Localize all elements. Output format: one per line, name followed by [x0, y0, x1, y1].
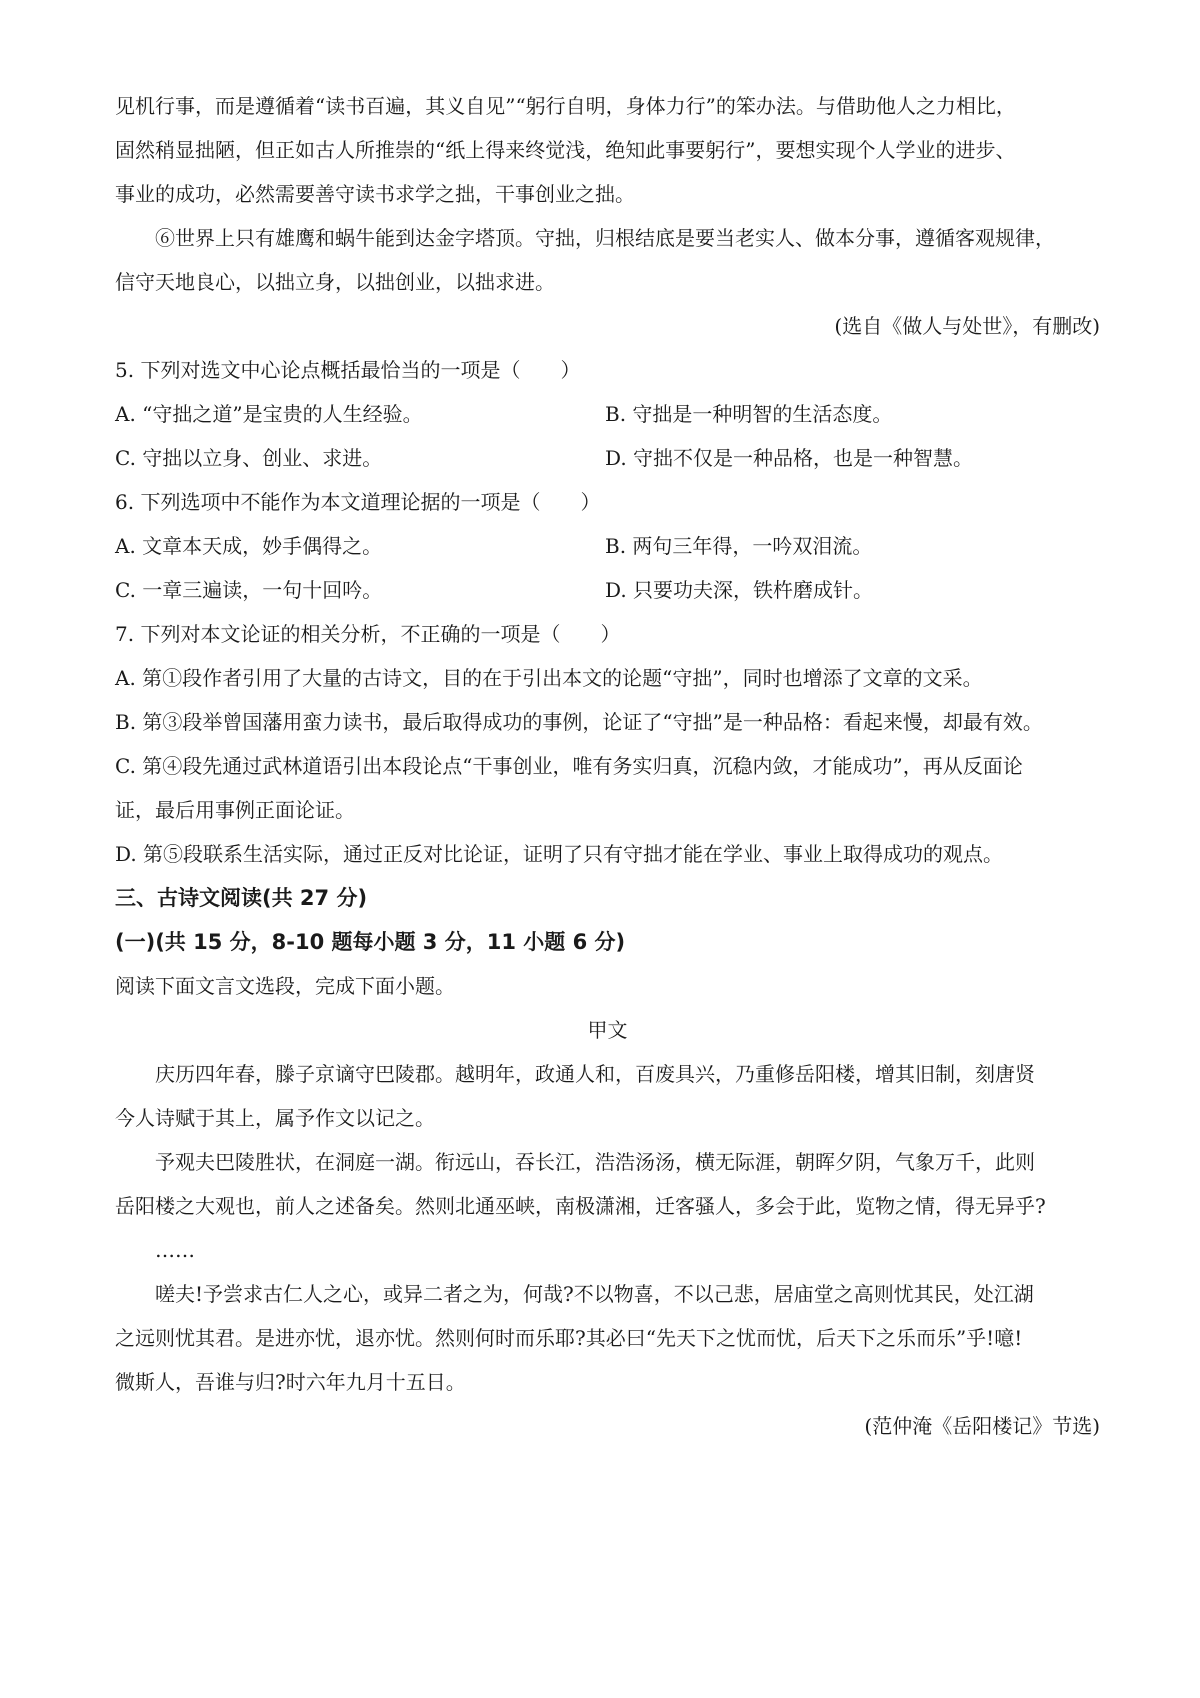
question-7-stem: 7. 下列对本文论证的相关分析，不正确的一项是（ ） [115, 622, 621, 646]
classical-text-line: 予观夫巴陵胜状，在洞庭一湖。衔远山，吞长江，浩浩汤汤，横无际涯，朝晖夕阴，气象万千，此则 [155, 1150, 1035, 1174]
classical-text-line: 之远则忧其君。是进亦忧，退亦忧。然则何时而乐耶?其必曰“先天下之忧而忧，后天下之乐而乐”乎!噫! [115, 1326, 1023, 1350]
text-title: 甲文 [587, 1018, 628, 1042]
passage-line: 信守天地良心，以拙立身，以拙创业，以拙求进。 [115, 270, 555, 294]
passage-line: 见机行事，而是遵循着“读书百遍，其义自见”“躬行自明，身体力行”的笨办法。与借助他人之力相比， [115, 94, 1016, 118]
question-5-stem: 5. 下列对选文中心论点概括最恰当的一项是（ ） [115, 358, 581, 382]
question-6-option-c[interactable]: C. 一章三遍读，一句十回吟。 [115, 578, 383, 602]
question-6-option-d[interactable]: D. 只要功夫深，铁杵磨成针。 [605, 578, 874, 602]
question-7-option-c[interactable]: C. 第④段先通过武林道语引出本段论点“干事创业，唯有务实归真，沉稳内敛，才能成功”，再从反面论 [115, 754, 1023, 778]
question-6-option-a[interactable]: A. 文章本天成，妙手偶得之。 [115, 534, 383, 558]
question-5-option-a[interactable]: A. “守拙之道”是宝贵的人生经验。 [115, 402, 423, 426]
question-7-option-b[interactable]: B. 第③段举曾国藩用蛮力读书，最后取得成功的事例，论证了“守拙”是一种品格：看起来慢，却最有效。 [115, 710, 1043, 734]
question-7-option-d[interactable]: D. 第⑤段联系生活实际，通过正反对比论证，证明了只有守拙才能在学业、事业上取得成功的观点。 [115, 842, 1004, 866]
passage-source: (选自《做人与处世》，有删改) [834, 314, 1100, 338]
classical-text-line: 岳阳楼之大观也，前人之述备矣。然则北通巫峡，南极潇湘，迁客骚人，多会于此，览物之情，得无异乎? [115, 1194, 1046, 1218]
classical-text-line: 庆历四年春，滕子京谪守巴陵郡。越明年，政通人和，百废具兴，乃重修岳阳楼，增其旧制，刻唐贤 [155, 1062, 1035, 1086]
classical-text-line: 嗟夫!予尝求古仁人之心，或异二者之为，何哉?不以物喜，不以己悲，居庙堂之高则忧其民，处江湖 [155, 1282, 1034, 1306]
question-5-option-d[interactable]: D. 守拙不仅是一种品格，也是一种智慧。 [605, 446, 974, 470]
question-6-stem: 6. 下列选项中不能作为本文道理论据的一项是（ ） [115, 490, 601, 514]
passage-line: 事业的成功，必然需要善守读书求学之拙，干事创业之拙。 [115, 182, 635, 206]
classical-text-line: 微斯人，吾谁与归?时六年九月十五日。 [115, 1370, 466, 1394]
section-title: 三、古诗文阅读(共 27 分) [115, 886, 368, 910]
classical-text-source: (范仲淹《岳阳楼记》节选) [864, 1414, 1100, 1438]
passage-line: 固然稍显拙陋，但正如古人所推崇的“纸上得来终觉浅，绝知此事要躬行”，要想实现个人学业的进步、 [115, 138, 1016, 162]
passage-line: ⑥世界上只有雄鹰和蜗牛能到达金字塔顶。守拙，归根结底是要当老实人、做本分事，遵循客观规律， [155, 226, 1055, 250]
classical-text-line: 今人诗赋于其上，属予作文以记之。 [115, 1106, 435, 1130]
ellipsis: …… [155, 1238, 195, 1262]
reading-instruction: 阅读下面文言文选段，完成下面小题。 [115, 974, 455, 998]
question-7-option-a[interactable]: A. 第①段作者引用了大量的古诗文，目的在于引出本文的论题“守拙”，同时也增添了文章的文采。 [115, 666, 983, 690]
question-5-option-b[interactable]: B. 守拙是一种明智的生活态度。 [605, 402, 893, 426]
subsection-title: (一)(共 15 分，8-10 题每小题 3 分，11 小题 6 分) [115, 930, 626, 954]
question-7-option-c-cont[interactable]: 证，最后用事例正面论证。 [115, 798, 355, 822]
question-6-option-b[interactable]: B. 两句三年得，一吟双泪流。 [605, 534, 873, 558]
question-5-option-c[interactable]: C. 守拙以立身、创业、求进。 [115, 446, 383, 470]
